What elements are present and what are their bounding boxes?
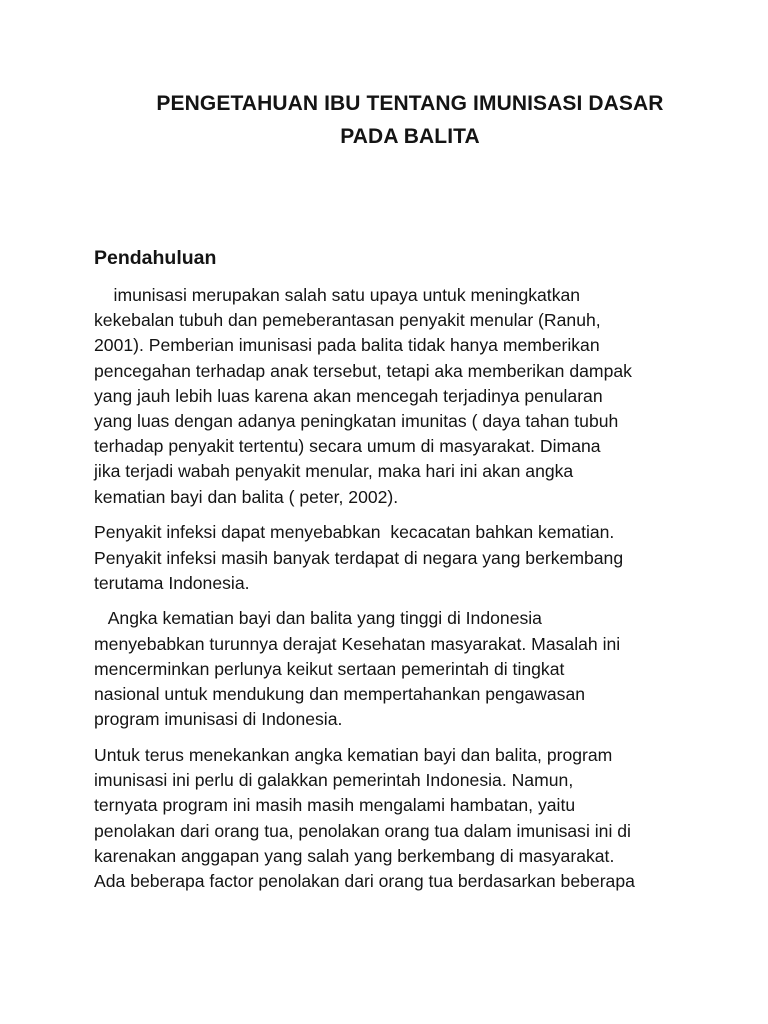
text-line: program imunisasi di Indonesia. xyxy=(94,709,343,730)
text-line: terutama Indonesia. xyxy=(94,572,250,593)
paragraph xyxy=(94,283,768,510)
text-line: imunisasi merupakan salah satu upaya untuk meningkatkan xyxy=(94,285,581,305)
document-body xyxy=(94,283,768,905)
text-line: kematian bayi dan balita ( peter, 2002). xyxy=(94,486,399,507)
paragraph xyxy=(94,743,768,894)
title-line: PENGETAHUAN IBU TENTANG IMUNISASI DASAR xyxy=(156,92,664,115)
text-line: jika terjadi wabah penyakit menular, maka hari ini akan angka xyxy=(94,461,574,482)
text-line: 2001). Pemberian imunisasi pada balita tidak hanya memberikan xyxy=(94,335,600,356)
text-line: kekebalan tubuh dan pemeberantasan penyakit menular (Ranuh, xyxy=(94,310,601,331)
text-line: mencerminkan perlunya keikut sertaan pemerintah di tingkat xyxy=(94,658,565,679)
text-line: nasional untuk mendukung dan mempertahankan pengawasan xyxy=(94,684,586,705)
text-line: terhadap penyakit tertentu) secara umum di masyarakat. Dimana xyxy=(94,436,601,457)
section-heading: Pendahuluan xyxy=(94,247,217,269)
paragraph xyxy=(94,520,768,596)
text-line: Penyakit infeksi masih banyak terdapat di negara yang berkembang xyxy=(94,547,624,568)
text-line: ternyata program ini masih masih mengalami hambatan, yaitu xyxy=(94,795,576,816)
text-line: Untuk terus menekankan angka kematian bayi dan balita, program xyxy=(94,744,613,765)
text-line: imunisasi ini perlu di galakkan pemerintah Indonesia. Namun, xyxy=(94,770,574,791)
text-line: Angka kematian bayi dan balita yang tinggi di Indonesia xyxy=(94,608,542,629)
text-line: pencegahan terhadap anak tersebut, tetapi aka memberikan dampak xyxy=(94,360,632,381)
text-line: Ada beberapa factor penolakan dari orang tua berdasarkan beberapa xyxy=(94,870,635,891)
text-line: penolakan dari orang tua, penolakan orang tua dalam imunisasi ini di xyxy=(94,820,631,841)
paragraph xyxy=(94,606,768,732)
text-line: karenakan anggapan yang salah yang berkembang di masyarakat. xyxy=(94,845,615,866)
text-line: Penyakit infeksi dapat menyebabkan kecacatan bahkan kematian. xyxy=(94,522,615,543)
text-line: yang jauh lebih luas karena akan mencegah terjadinya penularan xyxy=(94,385,603,406)
title-line: PADA BALITA xyxy=(340,125,480,148)
document-title xyxy=(60,87,760,153)
text-line: menyebabkan turunnya derajat Kesehatan masyarakat. Masalah ini xyxy=(94,633,621,654)
text-line: yang luas dengan adanya peningkatan imunitas ( daya tahan tubuh xyxy=(94,411,619,432)
